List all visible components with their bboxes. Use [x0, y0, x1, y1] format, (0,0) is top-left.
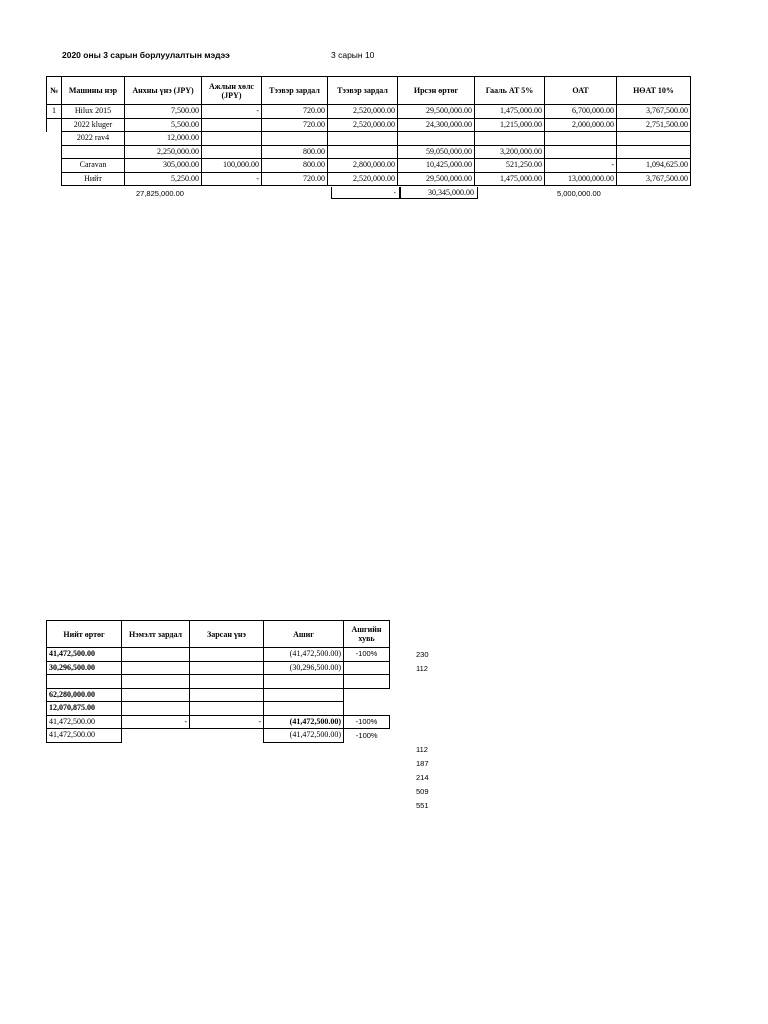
- cell: Нийт: [62, 172, 125, 186]
- cell: [190, 729, 264, 743]
- profit-table-header-row: [47, 621, 390, 648]
- cell: (41,472,500.00): [264, 729, 344, 743]
- col-header-profit-percent: Ашгийн хувь: [344, 621, 390, 648]
- cell: [344, 675, 390, 689]
- cell: 5,500.00: [125, 118, 202, 132]
- arrived-cost-total: 30,345,000.00: [400, 187, 478, 199]
- cell: [328, 145, 398, 159]
- cell: [47, 159, 62, 173]
- cell: 1,475,000.00: [475, 172, 545, 186]
- col-header-total-cost: Нийт өртөг: [47, 621, 122, 648]
- cell: 13,000,000.00: [545, 172, 617, 186]
- cell: 2,000,000.00: [545, 118, 617, 132]
- cell: [122, 661, 190, 675]
- cell: 12,070,875.00: [47, 702, 122, 716]
- cell: 2,751,500.00: [617, 118, 691, 132]
- cell: [62, 145, 125, 159]
- cell: 2022 kluger: [62, 118, 125, 132]
- table-row: [47, 132, 691, 146]
- col-header-vat: НӨАТ 10%: [617, 77, 691, 105]
- cell: 7,500.00: [125, 105, 202, 119]
- cell: [202, 145, 262, 159]
- col-header-transport-cost-1: Тээвэр зардал: [262, 77, 328, 105]
- cell: 6,700,000.00: [545, 105, 617, 119]
- cell: [47, 118, 62, 132]
- cell: 41,472,500.00: [47, 648, 122, 662]
- cell: -: [202, 105, 262, 119]
- cell: 100,000.00: [202, 159, 262, 173]
- cell: (41,472,500.00): [264, 648, 344, 662]
- cell: 1,215,000.00: [475, 118, 545, 132]
- cell: 3,200,000.00: [475, 145, 545, 159]
- table-row: [47, 675, 390, 689]
- cell: 62,280,000.00: [47, 688, 122, 702]
- cell: -100%: [344, 648, 390, 662]
- table-row: [47, 648, 390, 662]
- col-header-transport-cost-2: Тээвэр зардал: [328, 77, 398, 105]
- cell: 720.00: [262, 118, 328, 132]
- cell: 2,800,000.00: [328, 159, 398, 173]
- table-row: [47, 118, 691, 132]
- cell: [122, 688, 190, 702]
- cell: [47, 172, 62, 186]
- oat-total: 5,000,000.00: [557, 189, 601, 198]
- cell: 2022 rav4: [62, 132, 125, 146]
- side-number: 187: [416, 759, 429, 768]
- cell: 720.00: [262, 172, 328, 186]
- cell: [190, 648, 264, 662]
- sales-table: [46, 76, 691, 186]
- cell: 720.00: [262, 105, 328, 119]
- sales-table-header-row: [47, 77, 691, 105]
- side-number: 509: [416, 787, 429, 796]
- col-header-arrived-cost: Ирсэн өртөг: [398, 77, 475, 105]
- cell: 10,425,000.00: [398, 159, 475, 173]
- cell: [328, 132, 398, 146]
- original-price-total: 27,825,000.00: [136, 189, 184, 198]
- side-number: 551: [416, 801, 429, 810]
- cell: 2,520,000.00: [328, 118, 398, 132]
- cell: 24,300,000.00: [398, 118, 475, 132]
- table-row: [47, 702, 390, 716]
- report-date: 3 сарын 10: [331, 50, 375, 60]
- side-number: 112: [416, 664, 428, 673]
- transport-cost-dash: -: [331, 187, 400, 199]
- cell: [190, 688, 264, 702]
- col-header-labor-fee: Ажлын хөлс (JPY): [202, 77, 262, 105]
- cell: [190, 675, 264, 689]
- table-row: [47, 688, 390, 702]
- col-header-no: №: [47, 77, 62, 105]
- cell: -: [545, 159, 617, 173]
- cell: [545, 132, 617, 146]
- cell: -: [202, 172, 262, 186]
- cell: [47, 132, 62, 146]
- cell: 800.00: [262, 145, 328, 159]
- side-number: 214: [416, 773, 429, 782]
- cell: 3,767,500.00: [617, 105, 691, 119]
- cell: -100%: [355, 730, 378, 740]
- cell: 41,472,500.00: [47, 729, 122, 743]
- cell: [190, 661, 264, 675]
- cell: 305,000.00: [125, 159, 202, 173]
- table-row-total: [47, 172, 691, 186]
- cell: [344, 702, 390, 716]
- cell: 5,250.00: [125, 172, 202, 186]
- col-header-sold-price: Зарсан үнэ: [190, 621, 264, 648]
- table-row: [47, 661, 390, 675]
- cell: 41,472,500.00: [47, 715, 122, 729]
- cell: 2,520,000.00: [328, 105, 398, 119]
- table-row: [47, 159, 691, 173]
- cell: [122, 702, 190, 716]
- cell: 1: [47, 105, 62, 119]
- cell: -100%: [344, 715, 390, 729]
- cell: 2,250,000.00: [125, 145, 202, 159]
- cell: [475, 132, 545, 146]
- cell: [264, 675, 344, 689]
- cell: [264, 688, 344, 702]
- cell: 1,094,625.00: [617, 159, 691, 173]
- cell: 1,475,000.00: [475, 105, 545, 119]
- cell: (30,296,500.00): [264, 661, 344, 675]
- cell: [122, 729, 190, 743]
- cell: [617, 145, 691, 159]
- col-header-oat: ОАТ: [545, 77, 617, 105]
- table-row: [47, 145, 691, 159]
- cell: [264, 702, 344, 716]
- table-row: [47, 105, 691, 119]
- col-header-original-price: Анхны үнэ (JPY): [125, 77, 202, 105]
- cell: (41,472,500.00): [264, 715, 344, 729]
- side-number: 112: [416, 745, 428, 754]
- table-row: [47, 715, 390, 729]
- cell: [190, 702, 264, 716]
- cell: 30,296,500.00: [47, 661, 122, 675]
- cell: 800.00: [262, 159, 328, 173]
- cell: [344, 688, 390, 702]
- cell: 12,000.00: [125, 132, 202, 146]
- cell: -: [122, 715, 190, 729]
- table-row: [47, 729, 390, 743]
- cell: 521,250.00: [475, 159, 545, 173]
- col-header-additional-cost: Нэмэлт зардал: [122, 621, 190, 648]
- report-title: 2020 оны 3 сарын борлуулалтын мэдээ: [62, 50, 230, 60]
- cell: Caravan: [62, 159, 125, 173]
- cell: 2,520,000.00: [328, 172, 398, 186]
- cell: 29,500,000.00: [398, 172, 475, 186]
- col-header-customs-tax: Гааль АТ 5%: [475, 77, 545, 105]
- col-header-car-name: Машины нэр: [62, 77, 125, 105]
- cell: Hilux 2015: [62, 105, 125, 119]
- cell: [202, 132, 262, 146]
- cell: [344, 661, 390, 675]
- cell: [262, 132, 328, 146]
- side-number: 230: [416, 650, 429, 659]
- cell: [202, 118, 262, 132]
- cell: [47, 145, 62, 159]
- col-header-profit: Ашиг: [264, 621, 344, 648]
- profit-table: [46, 620, 390, 743]
- cell: 59,050,000.00: [398, 145, 475, 159]
- cell: 29,500,000.00: [398, 105, 475, 119]
- cell: [122, 675, 190, 689]
- cell: 3,767,500.00: [617, 172, 691, 186]
- cell: [398, 132, 475, 146]
- cell: [122, 648, 190, 662]
- cell: [617, 132, 691, 146]
- cell: -: [190, 715, 264, 729]
- cell: [47, 675, 122, 689]
- cell: [545, 145, 617, 159]
